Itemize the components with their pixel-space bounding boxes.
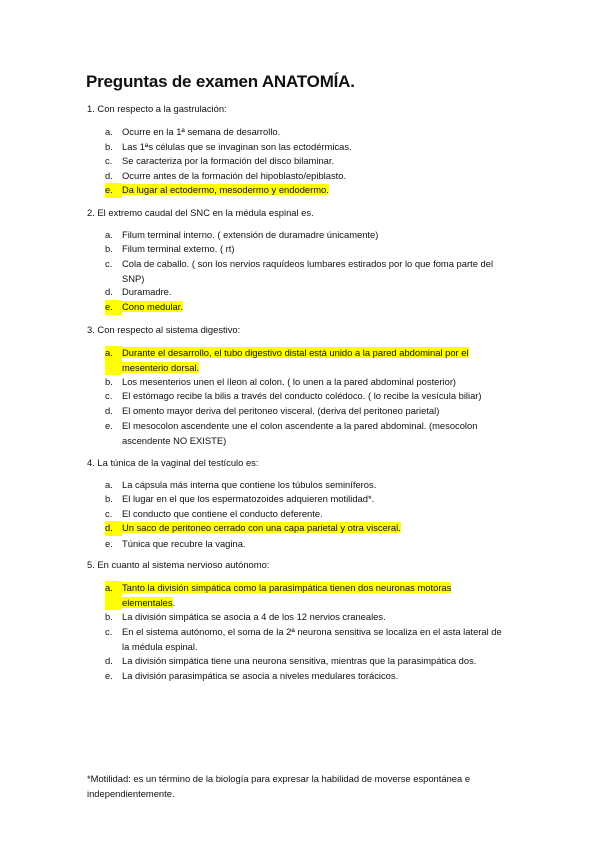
page-title: Preguntas de examen ANATOMÍA.	[86, 72, 355, 91]
option-text-wrap	[122, 140, 507, 155]
answer-option	[105, 625, 507, 654]
option-text-wrap	[122, 419, 507, 448]
option-text: El omento mayor deriva del peritoneo visceral. (deriva del peritoneo parietal)	[122, 405, 440, 416]
option-text: El estómago recibe la bilis a través del conducto colédoco. ( lo recibe la vesícula biliar)	[122, 390, 482, 401]
answer-option	[105, 169, 507, 184]
answer-option	[105, 228, 507, 243]
option-letter: b.	[105, 611, 113, 622]
option-letter: e.	[105, 300, 122, 315]
option-text: Durante el desarrollo, el tubo digestivo distal está unido a la pared abdominal por el mesenterio dorsal.	[122, 347, 469, 373]
question-2: 2. El extremo caudal del SNC en la médula espinal es.	[87, 207, 314, 218]
option-letter: d.	[105, 170, 113, 181]
option-text: La división parasimpática se asocia a niveles medulares torácicos.	[122, 670, 399, 681]
option-text-wrap	[122, 346, 507, 375]
option-text-wrap	[122, 507, 507, 522]
answer-option	[105, 375, 507, 390]
option-text-wrap	[122, 521, 507, 536]
option-letter: e.	[105, 420, 113, 431]
option-text: El lugar en el que los espermatozoides adquieren motilidad*.	[122, 493, 375, 504]
answer-option	[105, 257, 507, 286]
option-text-wrap	[122, 537, 507, 552]
option-text: Ocurre en la 1ª semana de desarrollo.	[122, 126, 281, 137]
option-text: Se caracteriza por la formación del disco bilaminar.	[122, 155, 335, 166]
option-letter: e.	[105, 670, 113, 681]
option-text-wrap	[122, 669, 507, 684]
answer-option-correct	[105, 183, 507, 198]
answer-option	[105, 478, 507, 493]
option-text: Cola de caballo. ( son los nervios raquídeos lumbares estirados por lo que foma parte del SNP)	[122, 258, 494, 284]
option-letter: a.	[105, 581, 122, 610]
option-text-wrap	[122, 257, 507, 286]
option-text: Tanto la división simpática como la parasimpática tienen dos neuronas motoras elementales	[122, 582, 452, 608]
option-text-wrap	[122, 154, 507, 169]
option-text: La cápsula más interna que contiene los túbulos seminíferos.	[122, 479, 377, 490]
option-text-wrap	[122, 654, 507, 669]
answer-option	[105, 507, 507, 522]
option-text-wrap	[122, 285, 507, 300]
option-text-wrap	[122, 404, 507, 419]
option-text: Los mesenterios unen el íleon al colon. ( lo unen a la pared abdominal posterior)	[122, 376, 457, 387]
question-4: 4. La túnica de la vaginal del testículo es:	[87, 457, 259, 468]
answer-option	[105, 610, 507, 625]
option-text-wrap	[122, 492, 507, 507]
option-letter: a.	[105, 479, 113, 490]
option-text: Cono medular.	[122, 301, 183, 312]
option-text: La división simpática se asocia a 4 de los 12 nervios craneales.	[122, 611, 386, 622]
option-text-wrap	[122, 125, 507, 140]
answer-option-correct	[105, 346, 507, 375]
option-letter: b.	[105, 493, 113, 504]
option-letter: d.	[105, 286, 113, 297]
option-text: Un saco de peritoneo cerrado con una capa parietal y otra visceral.	[122, 522, 401, 533]
option-letter: b.	[105, 376, 113, 387]
option-letter: e.	[105, 183, 122, 198]
option-text: Túnica que recubre la vagina.	[122, 538, 246, 549]
option-letter: c.	[105, 390, 113, 401]
option-text: Filum terminal interno. ( extensión de duramadre únicamente)	[122, 229, 379, 240]
answer-option	[105, 242, 507, 257]
answer-option	[105, 537, 507, 552]
answer-option	[105, 285, 507, 300]
answer-option	[105, 154, 507, 169]
option-text: Filum terminal externo. ( rt)	[122, 243, 235, 254]
option-letter: d.	[105, 521, 122, 536]
option-letter: b.	[105, 243, 113, 254]
option-text-wrap	[122, 183, 507, 198]
answer-option	[105, 140, 507, 155]
option-letter: c.	[105, 508, 113, 519]
option-text: Duramadre.	[122, 286, 172, 297]
option-letter: d.	[105, 655, 113, 666]
option-letter: b.	[105, 141, 113, 152]
answer-option	[105, 404, 507, 419]
answer-option-correct	[105, 581, 507, 610]
option-text: El mesocolon ascendente une el colon ascendente a la pared abdominal. (mesocolon ascendente NO EXISTE)	[122, 420, 478, 446]
option-text-wrap	[122, 228, 507, 243]
footnote: *Motilidad: es un término de la biología para expresar la habilidad de moverse espontánea e independientemente.	[87, 773, 471, 799]
option-letter: e.	[105, 538, 113, 549]
option-text-wrap	[122, 375, 507, 390]
option-text: El conducto que contiene el conducto deferente.	[122, 508, 323, 519]
answer-option-correct	[105, 521, 507, 536]
answer-option	[105, 492, 507, 507]
option-text-wrap	[122, 478, 507, 493]
option-text-wrap	[122, 300, 507, 315]
option-text: Da lugar al ectodermo, mesodermo y endodermo.	[122, 184, 329, 195]
question-3: 3. Con respecto al sistema digestivo:	[87, 324, 241, 335]
option-text-wrap	[122, 169, 507, 184]
option-letter: c.	[105, 258, 113, 269]
answer-option	[105, 125, 507, 140]
option-text: La división simpática tiene una neurona sensitiva, mientras que la parasimpática dos.	[122, 655, 477, 666]
option-letter: a.	[105, 126, 113, 137]
option-text-wrap	[122, 610, 507, 625]
answer-option-correct	[105, 300, 507, 315]
question-1: 1. Con respecto a la gastrulación:	[87, 103, 227, 114]
option-suffix: .	[172, 596, 176, 608]
option-text-wrap	[122, 242, 507, 257]
option-letter: a.	[105, 346, 122, 375]
answer-option	[105, 654, 507, 669]
option-text-wrap	[122, 581, 507, 610]
answer-option	[105, 389, 507, 404]
answer-option	[105, 669, 507, 684]
option-text: Ocurre antes de la formación del hipoblasto/epiblasto.	[122, 170, 347, 181]
option-text: Las 1ªs células que se invaginan son las ectodérmicas.	[122, 141, 352, 152]
option-letter: c.	[105, 626, 113, 637]
option-text-wrap	[122, 625, 507, 654]
option-text: En el sistema autónomo, el soma de la 2ª neurona sensitiva se localiza en el asta lateral de la médula espinal.	[122, 626, 502, 652]
option-letter: c.	[105, 155, 113, 166]
answer-option	[105, 419, 507, 448]
option-letter: a.	[105, 229, 113, 240]
option-letter: d.	[105, 405, 113, 416]
question-5: 5. En cuanto al sistema nervioso autónomo:	[87, 559, 270, 570]
option-text-wrap	[122, 389, 507, 404]
